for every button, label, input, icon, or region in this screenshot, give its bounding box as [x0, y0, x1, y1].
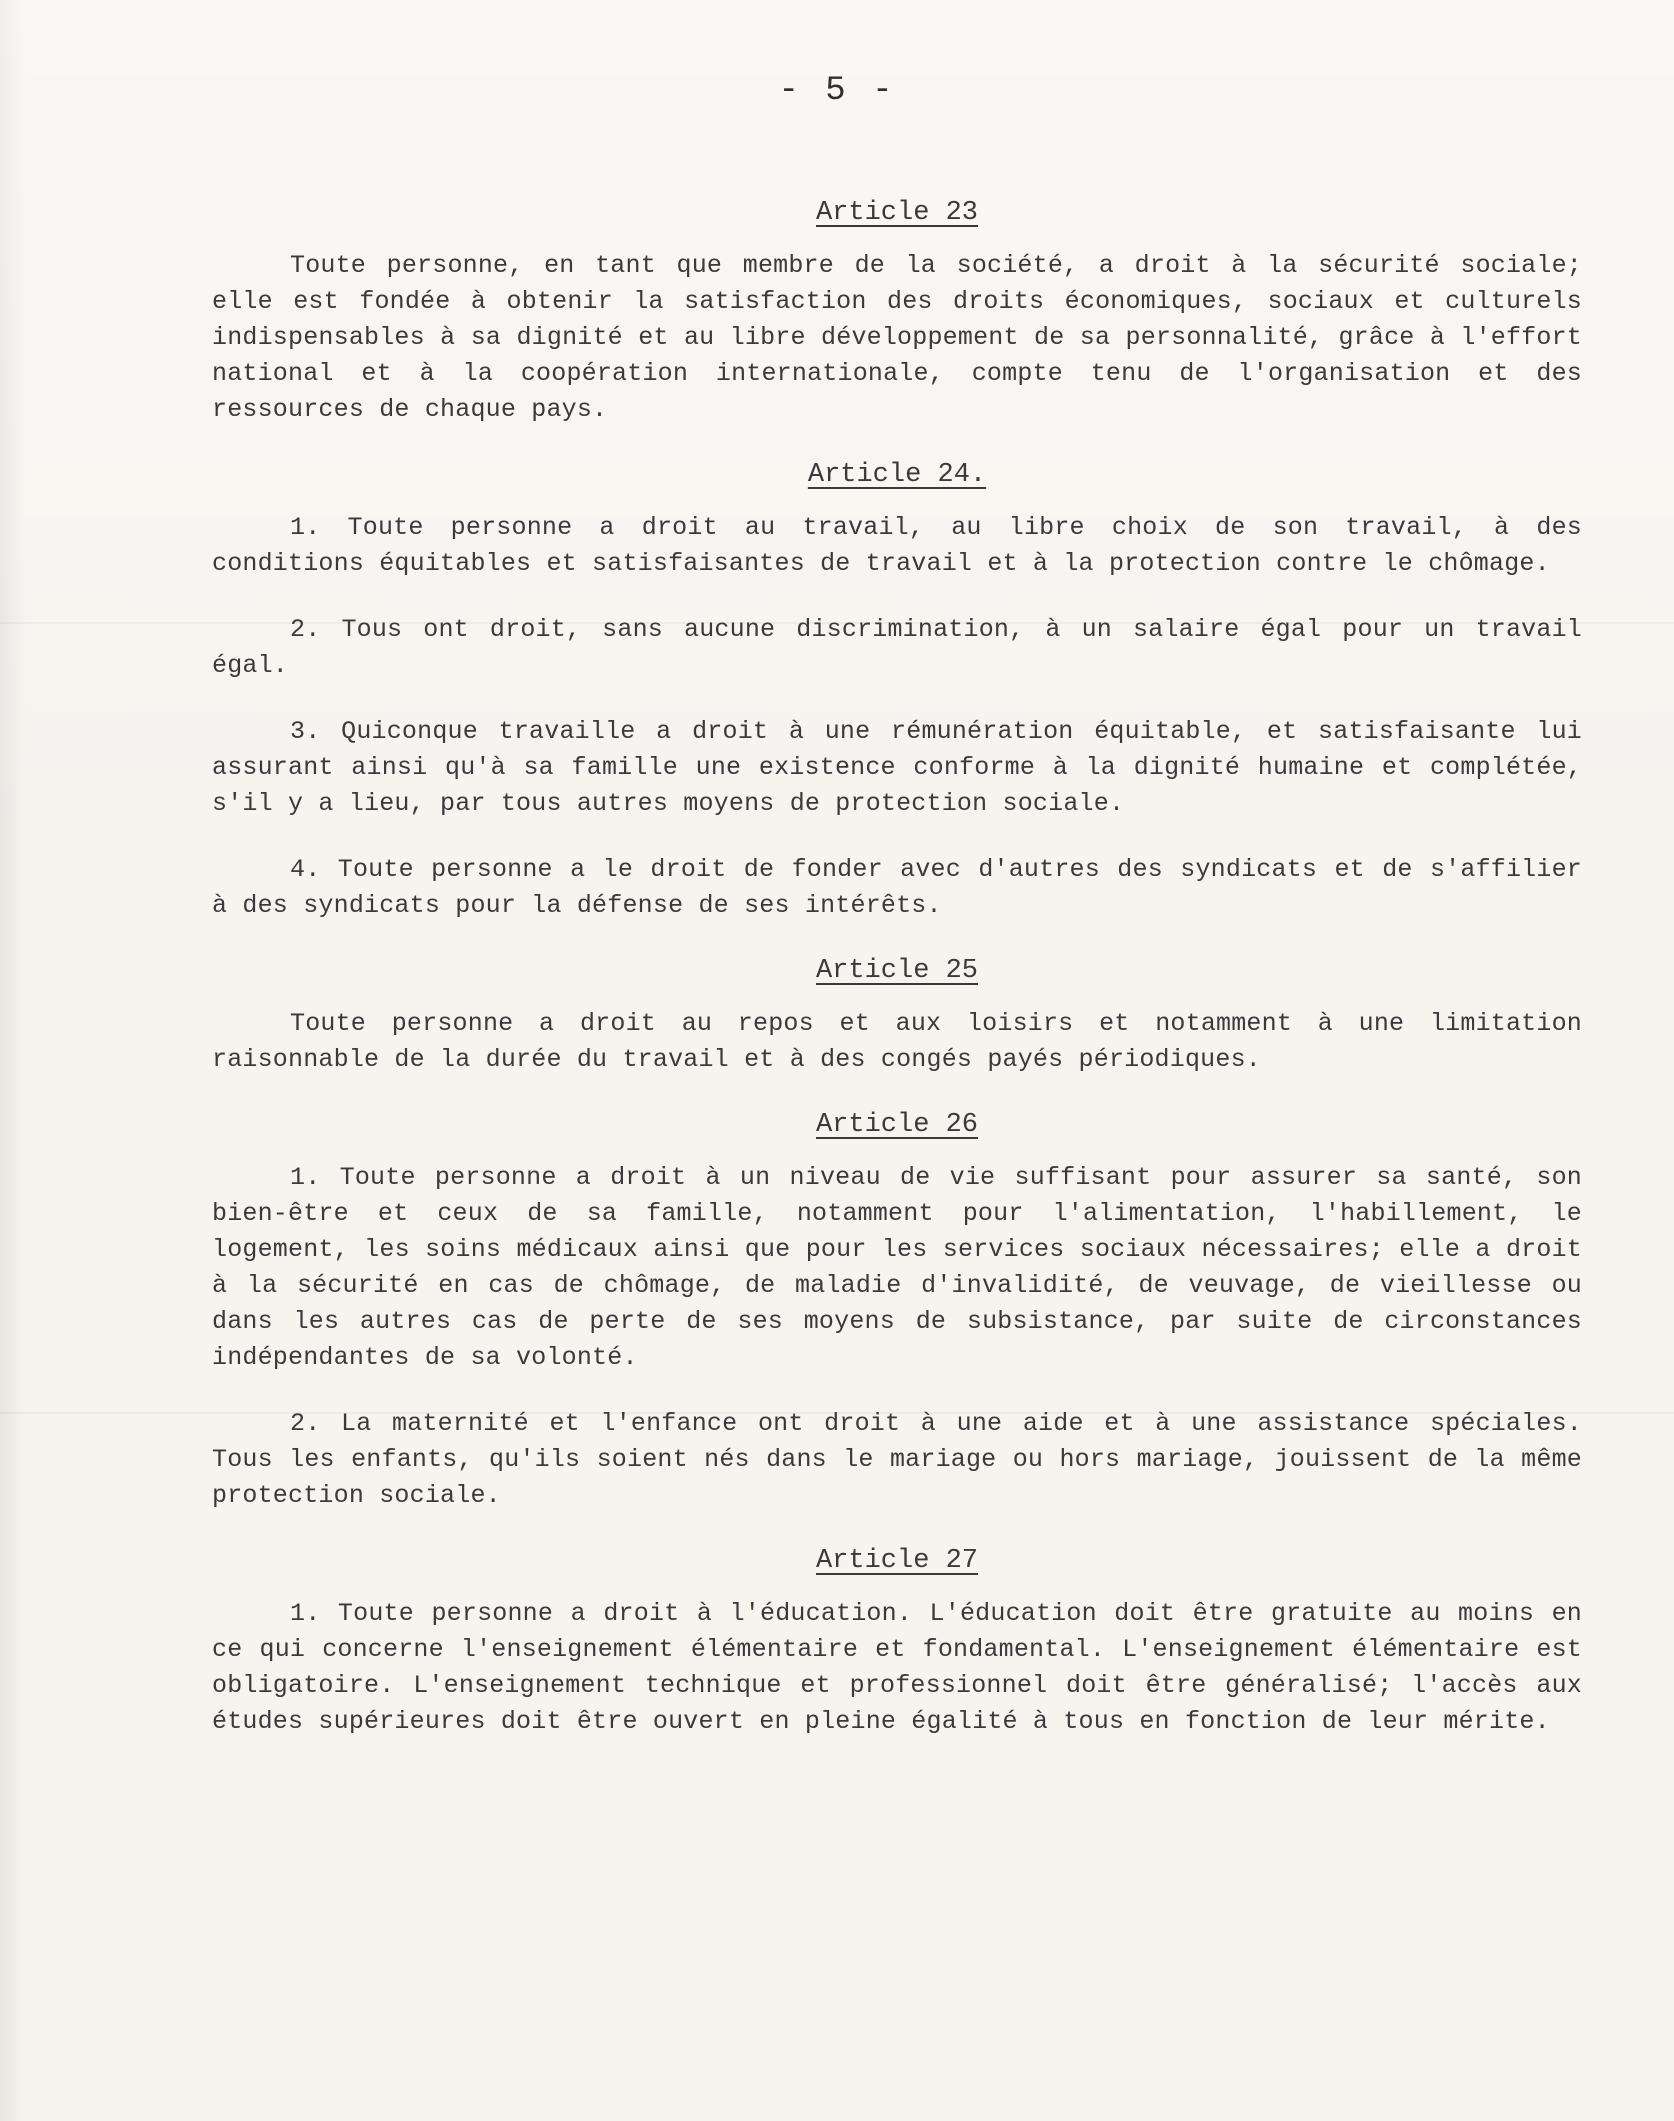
- article-title: Article 27: [815, 1546, 979, 1576]
- article-heading: [212, 954, 1582, 988]
- article-paragraph: 2. La maternité et l'enfance ont droit à une aide et à une assistance spéciales. Tous les enfants, qu'ils soient nés dans le mariage ou hors mariage, jouissent de la même protection sociale.: [212, 1409, 1582, 1510]
- article-23: [212, 196, 1582, 428]
- article-title: Article 26: [815, 1110, 979, 1140]
- article-27: [212, 1544, 1582, 1740]
- article-25: [212, 954, 1582, 1078]
- article-title: Article 24.: [807, 460, 987, 490]
- article-paragraph: Toute personne a droit au repos et aux loisirs et notamment à une limitation raisonnable de la durée du travail et à des congés payés périodiques.: [212, 1009, 1582, 1074]
- article-paragraph: 3. Quiconque travaille a droit à une rémunération équitable, et satisfaisante lui assurant ainsi qu'à sa famille une existence conforme à la dignité humaine et complétée, s'il y a lieu, par tous autres moyens de protection sociale.: [212, 717, 1582, 818]
- article-heading: [212, 1544, 1582, 1578]
- article-paragraph: 1. Toute personne a droit à l'éducation. L'éducation doit être gratuite au moins en ce qui concerne l'enseignement élémentaire et fondamental. L'enseignement élémentaire est obligatoire. L'enseignement technique et professionnel doit être généralisé; l'accès aux études supérieures doit être ouvert en pleine égalité à tous en fonction de leur mérite.: [212, 1599, 1582, 1736]
- page-number: - 5 -: [778, 72, 896, 110]
- article-heading: [212, 458, 1582, 492]
- article-paragraph: 1. Toute personne a droit à un niveau de vie suffisant pour assurer sa santé, son bien-être et ceux de sa famille, notamment pour l'alimentation, l'habillement, le logement, les soins médicaux ainsi que pour les services sociaux nécessaires; elle a droit à la sécurité en cas de chômage, de maladie d'invalidité, de veuvage, de vieillesse ou dans les autres cas de perte de ses moyens de subsistance, par suite de circonstances indépendantes de sa volonté.: [212, 1163, 1582, 1372]
- article-paragraph: Toute personne, en tant que membre de la société, a droit à la sécurité sociale; elle est fondée à obtenir la satisfaction des droits économiques, sociaux et culturels indispensables à sa dignité et au libre développement de sa personnalité, grâce à l'effort national et à la coopération internationale, compte tenu de l'organisation et des ressources de chaque pays.: [212, 251, 1582, 424]
- article-26: [212, 1108, 1582, 1514]
- article-paragraph: 2. Tous ont droit, sans aucune discrimination, à un salaire égal pour un travail égal.: [212, 615, 1582, 680]
- document-body: [212, 196, 1582, 1770]
- article-paragraph: 1. Toute personne a droit au travail, au libre choix de son travail, à des conditions équitables et satisfaisantes de travail et à la protection contre le chômage.: [212, 513, 1582, 578]
- article-heading: [212, 196, 1582, 230]
- article-title: Article 25: [815, 956, 979, 986]
- article-heading: [212, 1108, 1582, 1142]
- article-24: [212, 458, 1582, 924]
- article-paragraph: 4. Toute personne a le droit de fonder avec d'autres des syndicats et de s'affilier à des syndicats pour la défense de ses intérêts.: [212, 855, 1582, 920]
- article-title: Article 23: [815, 198, 979, 228]
